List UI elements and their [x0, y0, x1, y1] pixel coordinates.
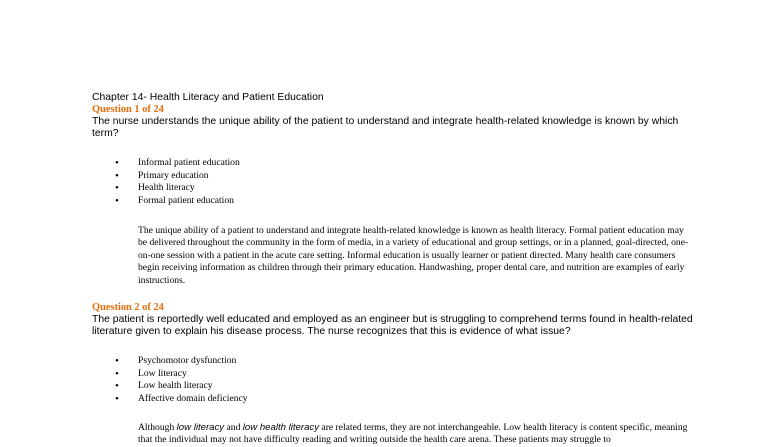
question-2-option: • Low health literacy	[112, 380, 248, 393]
question-2-option: • Low literacy	[112, 368, 248, 381]
rationale-text: Although	[138, 422, 177, 433]
question-2-options	[112, 355, 248, 405]
chapter-title: Chapter 14- Health Literacy and Patient Education	[92, 92, 324, 103]
question-1-text: The nurse understands the unique ability of the patient to understand and integrate health-related knowledge is known by which term?	[92, 116, 679, 140]
question-2-rationale	[138, 422, 690, 447]
question-1-rationale: The unique ability of a patient to understand and integrate health-related knowledge is known as health literacy. Formal patient education may be delivered throughout the community in the form of media, in a variety of educational and group settings, or in a planned, goal-directed, one-on-one session with a patient in the acute care setting. Informal education is usually learner or patient directed. Many health care consumers begin receiving information as children through their primary education. Handwashing, proper dental care, and nutrition are examples of early instructions.	[138, 225, 689, 286]
rationale-term-italic: low health literacy	[242, 422, 320, 433]
rationale-term-italic: low literacy	[176, 422, 225, 433]
question-1-option: • Primary education	[112, 170, 240, 183]
question-1-option: • Formal patient education	[112, 195, 240, 208]
question-1-option: • Informal patient education	[112, 157, 240, 170]
question-2-heading: Question 2 of 24	[92, 302, 164, 313]
question-2-text: The patient is reportedly well educated and employed as an engineer but is struggling to comprehend terms found in health-related literature given to explain his disease process. The nurse recognizes that this is evidence of what issue?	[92, 314, 693, 338]
question-2-option: • Affective domain deficiency	[112, 393, 248, 406]
question-1-option: • Health literacy	[112, 182, 240, 195]
rationale-text: and	[224, 422, 243, 433]
rationale-text: are related terms, they are not interchangeable. Low health literacy is content specific, meaning that the individual may not have difficulty reading and writing outside the health care arena. These patients may struggle to	[138, 422, 688, 446]
question-1-heading: Question 1 of 24	[92, 104, 164, 115]
question-1-options	[112, 157, 240, 207]
question-2-option: • Psychomotor dysfunction	[112, 355, 248, 368]
